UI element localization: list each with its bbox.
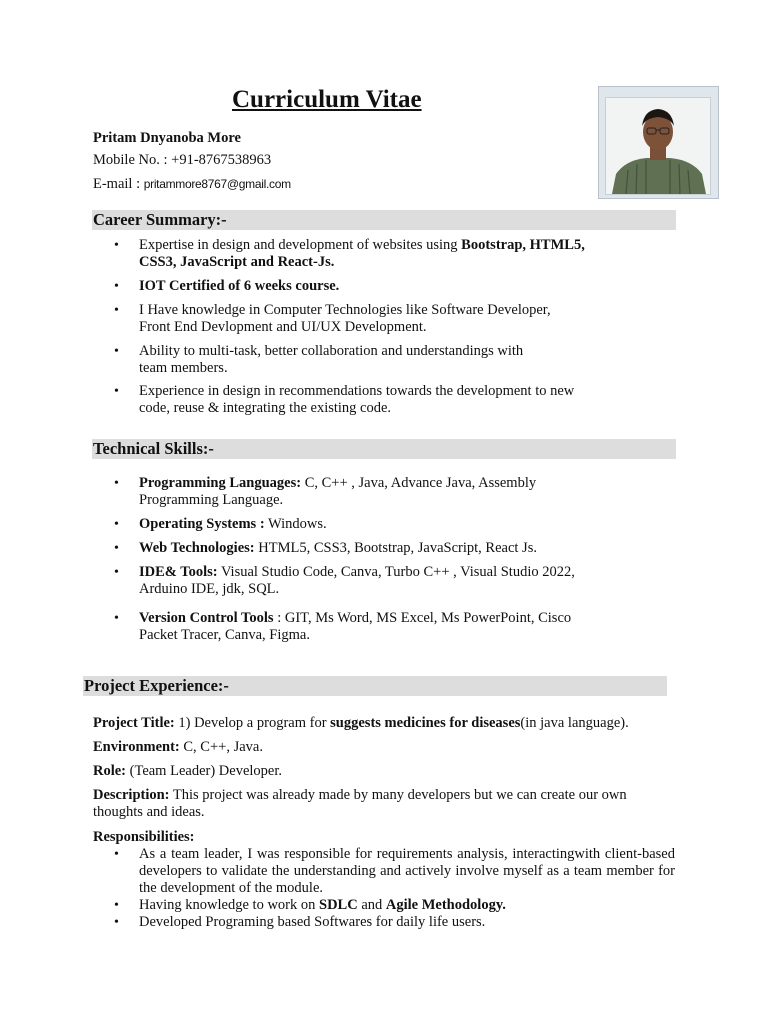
list-item: • Web Technologies: HTML5, CSS3, Bootstrap, JavaScript, React Js. xyxy=(93,540,633,557)
mobile-label: Mobile No. : xyxy=(93,152,172,168)
responsibilities-list xyxy=(93,846,675,931)
list-item: • Ability to multi-task, better collaboration and understandings with team members. xyxy=(93,343,633,377)
list-item: • Programming Languages: C, C++ , Java, Advance Java, Assembly Programming Language. xyxy=(93,475,633,509)
person-portrait-icon xyxy=(606,98,710,194)
candidate-name: Pritam Dnyanoba More xyxy=(93,130,241,146)
list-item: • Version Control Tools : GIT, Ms Word, MS Excel, Ms PowerPoint, Cisco Packet Tracer, Canva, Figma. xyxy=(93,610,633,644)
email-link[interactable]: pritammore8767@gmail.com xyxy=(143,177,291,191)
mobile-line xyxy=(93,152,271,169)
email-line xyxy=(93,176,291,193)
project-description: Description: This project was already made by many developers but we can create our own thoughts and ideas. xyxy=(93,787,627,820)
responsibilities-label: Responsibilities: xyxy=(93,829,195,845)
list-item: • Operating Systems : Windows. xyxy=(93,516,633,533)
list-item: • Having knowledge to work on SDLC and Agile Methodology. xyxy=(93,897,675,914)
document-title: Curriculum Vitae xyxy=(232,86,422,113)
technical-skills-list xyxy=(93,475,633,644)
project-experience-heading: Project Experience:- xyxy=(83,676,667,696)
list-item: • Experience in design in recommendations towards the development to new code, reuse & integrating the existing code. xyxy=(93,383,633,417)
list-item: • Expertise in design and development of websites using Bootstrap, HTML5, CSS3, JavaScript and React-Js. xyxy=(93,237,633,271)
list-item: • As a team leader, I was responsible for requirements analysis, interactingwith client-based developers to validate the understanding and actively involve myself as a team member for the development of the module. xyxy=(93,846,675,897)
career-summary-heading: Career Summary:- xyxy=(92,210,676,230)
email-label: E-mail : xyxy=(93,176,144,192)
mobile-value: +91-8767538963 xyxy=(171,152,272,168)
project-role-line: Role: (Team Leader) Developer. xyxy=(93,763,282,779)
profile-photo-image xyxy=(605,97,711,195)
list-item: • I Have knowledge in Computer Technologies like Software Developer, Front End Devlopment and UI/UX Development. xyxy=(93,302,633,336)
project-title-line: Project Title: 1) Develop a program for suggests medicines for diseases(in java language). xyxy=(93,715,629,731)
list-item: • IOT Certified of 6 weeks course. xyxy=(93,278,633,295)
list-item: • IDE& Tools: Visual Studio Code, Canva, Turbo C++ , Visual Studio 2022, Arduino IDE, jdk, SQL. xyxy=(93,564,633,598)
project-environment-line: Environment: C, C++, Java. xyxy=(93,739,263,755)
list-item: • Developed Programing based Softwares for daily life users. xyxy=(93,914,675,931)
profile-photo xyxy=(598,86,719,199)
career-summary-list xyxy=(93,237,633,417)
technical-skills-heading: Technical Skills:- xyxy=(92,439,676,459)
